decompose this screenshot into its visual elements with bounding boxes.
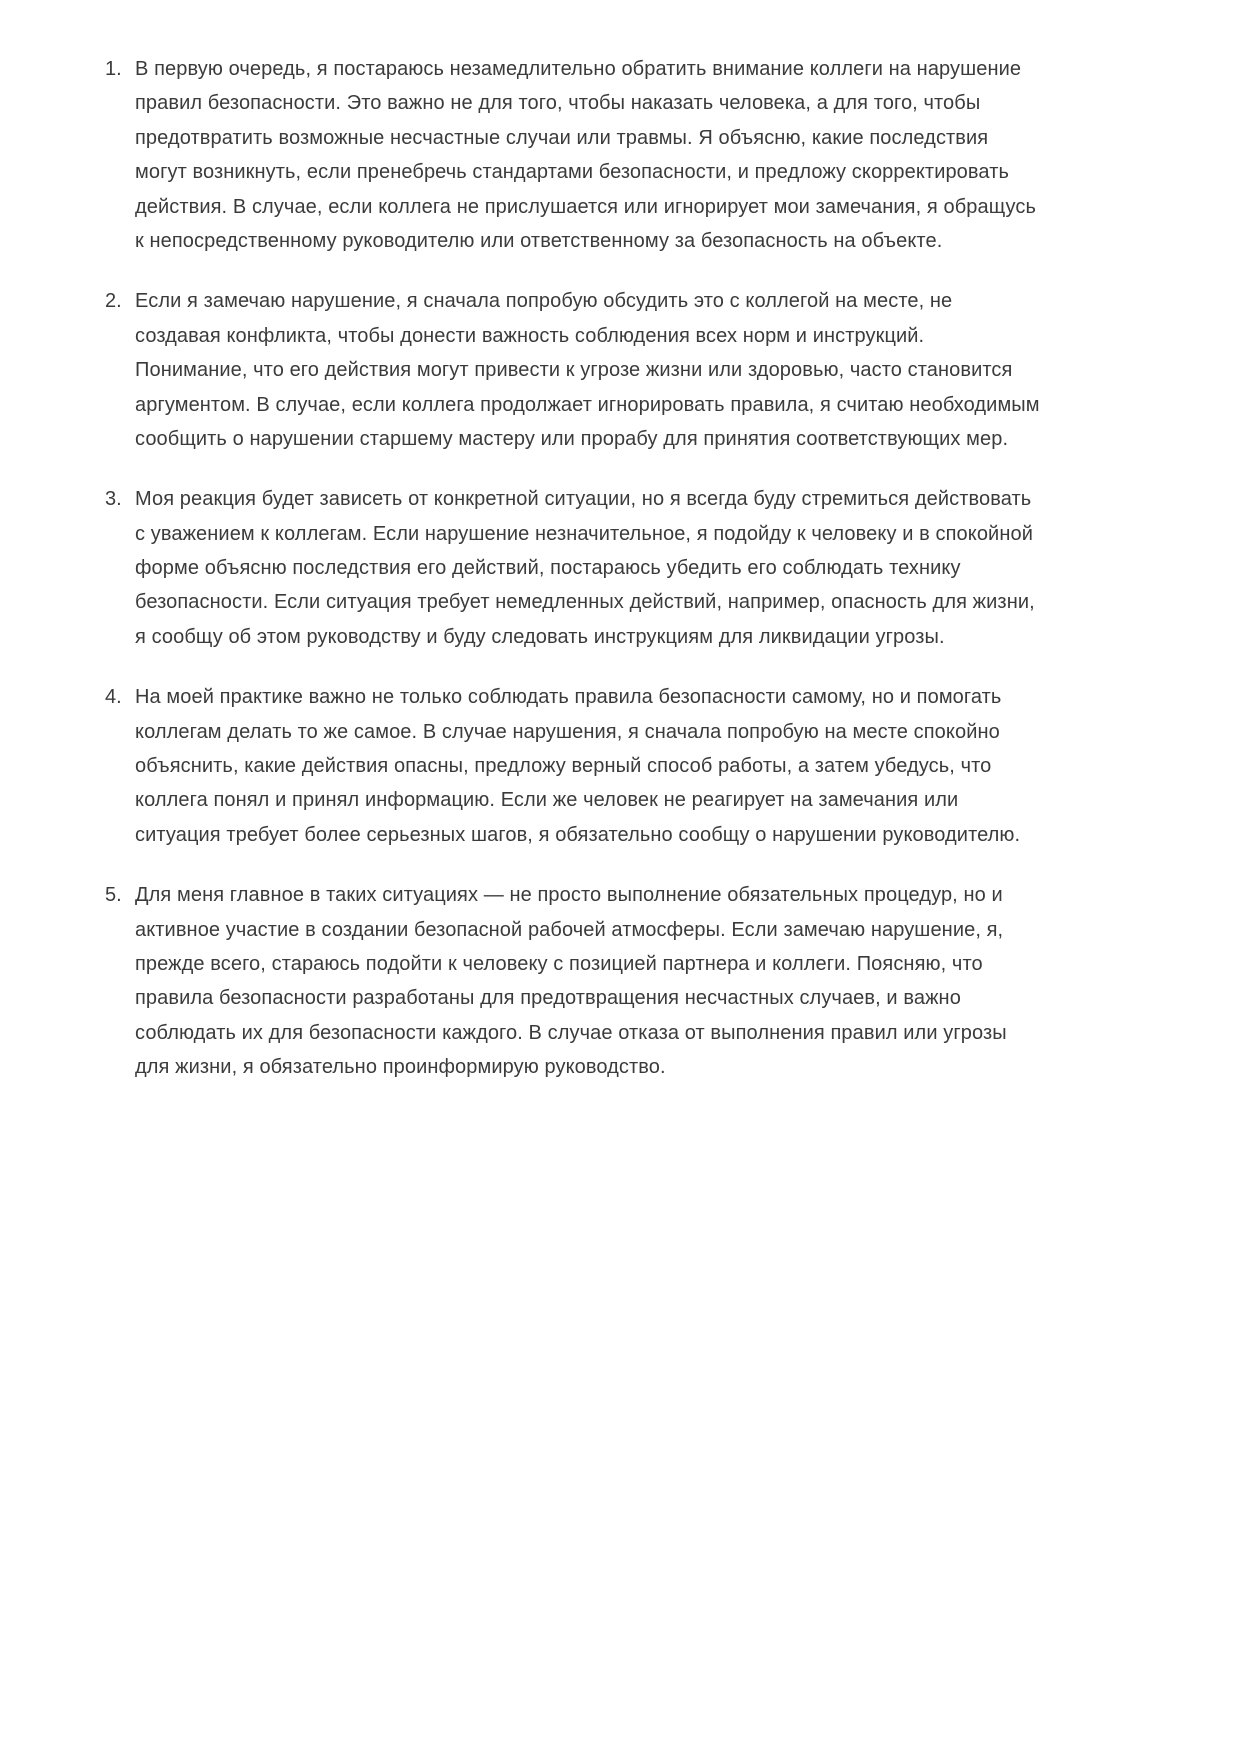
item-text: В первую очередь, я постараюсь незамедлительно обратить внимание коллеги на нарушение правил безопасности. Это важно не для того, чтобы наказать человека, а для того, чтобы предотвратить возможные несчастные случаи или травмы. Я объясню, какие последствия могут возникнуть, если пренебречь стандартами безопасности, и предложу скорректировать действия. В случае, если коллега не прислушается или игнорирует мои замечания, я обращусь к непосредственному руководителю или ответственному за безопасность на объекте.	[135, 58, 1036, 252]
numbered-list	[105, 52, 1040, 1085]
item-text: Для меня главное в таких ситуациях — не просто выполнение обязательных процедур, но и активное участие в создании безопасной рабочей атмосферы. Если замечаю нарушение, я, прежде всего, стараюсь подойти к человеку с позицией партнера и коллеги. Поясняю, что правила безопасности разработаны для предотвращения несчастных случаев, и важно соблюдать их для безопасности каждого. В случае отказа от выполнения правил или угрозы для жизни, я обязательно проинформирую руководство.	[135, 884, 1007, 1079]
list-item	[105, 878, 1040, 1084]
list-item	[105, 680, 1040, 852]
item-number: 3.	[105, 488, 122, 511]
item-text: Если я замечаю нарушение, я сначала попробую обсудить это с коллегой на месте, не создавая конфликта, чтобы донести важность соблюдения всех норм и инструкций. Понимание, что его действия могут привести к угрозе жизни или здоровью, часто становится аргументом. В случае, если коллега продолжает игнорировать правила, я считаю необходимым сообщить о нарушении старшему мастеру или прорабу для принятия соответствующих мер.	[135, 290, 1040, 450]
list-item	[105, 52, 1040, 258]
item-number: 4.	[105, 686, 122, 709]
item-text: На моей практике важно не только соблюдать правила безопасности самому, но и помогать коллегам делать то же самое. В случае нарушения, я сначала попробую на месте спокойно объяснить, какие действия опасны, предложу верный способ работы, а затем убедусь, что коллега понял и принял информацию. Если же человек не реагирует на замечания или ситуация требует более серьезных шагов, я обязательно сообщу о нарушении руководителю.	[135, 686, 1021, 846]
item-number: 2.	[105, 290, 122, 313]
list-item	[105, 482, 1040, 654]
item-text: Моя реакция будет зависеть от конкретной ситуации, но я всегда буду стремиться действовать с уважением к коллегам. Если нарушение незначительное, я подойду к человеку и в спокойной форме объясню последствия его действий, постараюсь убедить его соблюдать технику безопасности. Если ситуация требует немедленных действий, например, опасность для жизни, я сообщу об этом руководству и буду следовать инструкциям для ликвидации угрозы.	[135, 488, 1035, 648]
item-number: 5.	[105, 884, 122, 907]
list-item	[105, 284, 1040, 456]
item-number: 1.	[105, 58, 122, 80]
